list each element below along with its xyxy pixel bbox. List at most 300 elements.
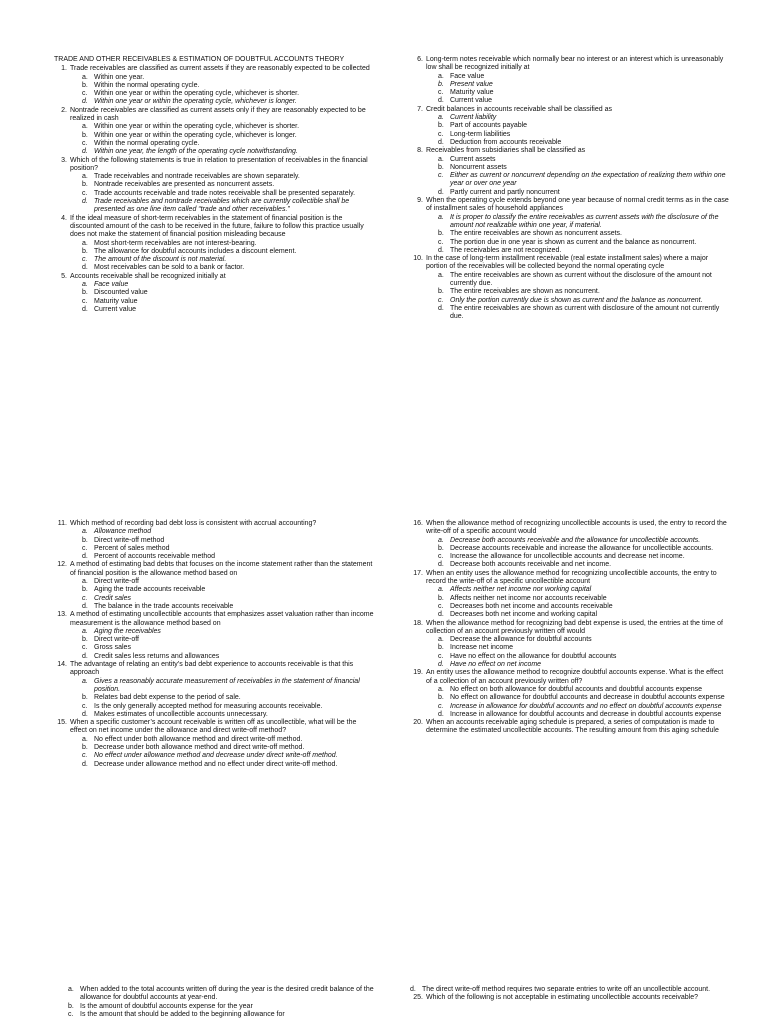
option-letter: a. bbox=[438, 213, 444, 221]
question-16 bbox=[410, 520, 730, 570]
option-list bbox=[424, 537, 730, 570]
option-letter: a. bbox=[438, 685, 444, 693]
option-c bbox=[68, 298, 374, 306]
option-a bbox=[424, 636, 730, 644]
option-text: Within one year, the length of the operating cycle notwithstanding. bbox=[94, 148, 298, 156]
option-b bbox=[68, 248, 374, 256]
option-text: No effect on allowance for doubtful accounts and decrease in doubtful accounts expense bbox=[450, 694, 725, 702]
question-text: Accounts receivable shall be recognized initially at bbox=[70, 272, 226, 280]
question-number: 1. bbox=[61, 65, 67, 73]
option-letter: b. bbox=[82, 247, 88, 255]
option-c bbox=[424, 239, 730, 247]
option-letter: a. bbox=[82, 735, 88, 743]
option-a bbox=[424, 537, 730, 545]
column-6 bbox=[410, 986, 730, 1003]
option-text: Credit sales less returns and allowances bbox=[94, 652, 220, 660]
option-list bbox=[424, 114, 730, 147]
option-d bbox=[68, 198, 374, 215]
option-letter: d. bbox=[82, 98, 88, 106]
question-text: Which method of recording bad debt loss is consistent with accrual accounting? bbox=[70, 520, 317, 527]
option-d bbox=[424, 305, 730, 322]
question-number: 3. bbox=[61, 156, 67, 164]
option-letter: a. bbox=[82, 173, 88, 181]
option-d bbox=[424, 247, 730, 255]
question-number: 19. bbox=[413, 669, 423, 677]
column-3 bbox=[54, 520, 374, 769]
option-letter: c. bbox=[82, 644, 88, 652]
option-b bbox=[424, 164, 730, 172]
option-list bbox=[68, 736, 374, 769]
option-letter: c. bbox=[438, 602, 444, 610]
option-text: Within one year. bbox=[94, 73, 145, 81]
question-number: 14. bbox=[57, 661, 67, 669]
option-text: Deduction from accounts receivable bbox=[450, 138, 562, 146]
option-d bbox=[68, 98, 374, 106]
option-c bbox=[68, 140, 374, 148]
option-text: The portion due in one year is shown as current and the balance as noncurrent. bbox=[450, 238, 697, 246]
option-b bbox=[68, 289, 374, 297]
option-text: Within one year or within the operating cycle, whichever is shorter. bbox=[94, 123, 300, 131]
option-c bbox=[424, 131, 730, 139]
question-text: In the case of long-term installment receivable (real estate installment sales) where a major portion of the receivables will be collected beyond the normal operating cycle bbox=[426, 255, 709, 271]
option-letter: b. bbox=[438, 288, 444, 296]
option-text: No effect on both allowance for doubtful accounts and doubtful accounts expense bbox=[450, 685, 703, 693]
option-list bbox=[68, 678, 374, 719]
option-text: Gross sales bbox=[94, 644, 131, 652]
option-a bbox=[68, 678, 374, 695]
option-c bbox=[424, 553, 730, 561]
option-d bbox=[68, 653, 374, 661]
column-2 bbox=[410, 56, 730, 322]
option-text: No effect under both allowance method and direct write-off method. bbox=[94, 735, 303, 743]
option-list bbox=[68, 281, 374, 314]
option-list bbox=[68, 240, 374, 273]
option-letter: c. bbox=[82, 256, 88, 264]
question-number: 16. bbox=[413, 520, 423, 527]
option-text: Current liability bbox=[450, 114, 497, 122]
question-text: Credit balances in accounts receivable shall be classified as bbox=[426, 105, 612, 113]
option-text: Credit sales bbox=[94, 594, 131, 602]
option-d bbox=[68, 761, 374, 769]
option-text: The amount of the discount is not material. bbox=[94, 256, 227, 264]
option-a bbox=[68, 736, 374, 744]
option-b bbox=[68, 181, 374, 189]
option-a bbox=[68, 281, 374, 289]
question-text: Which of the following is not acceptable in estimating uncollectible accounts receivable? bbox=[426, 994, 698, 1002]
option-d bbox=[68, 306, 374, 314]
option-text: Current assets bbox=[450, 155, 496, 163]
option-text: Affects neither net income nor accounts receivable bbox=[450, 594, 607, 602]
question-text: When a specific customer’s account receivable is written off as uncollectible, what will be the effect on net income under the allowance and direct write-off method? bbox=[70, 719, 357, 735]
option-letter: d. bbox=[438, 188, 444, 196]
option-text: Either as current or noncurrent depending on the expectation of realizing them within one year or over one year bbox=[450, 172, 726, 188]
question-text: A method of estimating uncollectible accounts that emphasizes asset valuation rather than income measurement is the allowance method based on bbox=[70, 611, 374, 627]
question-text: Receivables from subsidiaries shall be classified as bbox=[426, 147, 586, 155]
option-a bbox=[68, 986, 388, 1003]
option-letter: b. bbox=[68, 1002, 74, 1010]
question-number: 4. bbox=[61, 214, 67, 222]
question-number: 6. bbox=[417, 56, 423, 63]
question-text: When the allowance method of recognizing uncollectible accounts is used, the entry to record the write-off of a specific account would bbox=[426, 520, 727, 536]
option-letter: c. bbox=[68, 1010, 74, 1018]
option-list bbox=[424, 214, 730, 255]
option-text: Allowance method bbox=[94, 528, 152, 536]
option-text: Relates bad debt expense to the period of sale. bbox=[94, 694, 241, 702]
option-a bbox=[68, 173, 374, 181]
question-25 bbox=[410, 994, 730, 1002]
option-letter: c. bbox=[438, 652, 444, 660]
option-d bbox=[424, 561, 730, 569]
question-text: A method of estimating bad debts that focuses on the income statement rather than the statement of financial position is the allowance method based on bbox=[70, 561, 373, 577]
option-b bbox=[68, 586, 374, 594]
option-text: Decrease under both allowance method and direct write-off method. bbox=[94, 744, 305, 752]
option-letter: a. bbox=[438, 586, 444, 594]
question-15 bbox=[54, 719, 374, 769]
option-letter: d. bbox=[438, 710, 444, 718]
option-letter: a. bbox=[82, 73, 88, 81]
option-list bbox=[424, 272, 730, 322]
option-b bbox=[424, 595, 730, 603]
option-letter: b. bbox=[82, 81, 88, 89]
option-letter: b. bbox=[438, 644, 444, 652]
option-letter: a. bbox=[438, 155, 444, 163]
option-letter: a. bbox=[82, 677, 88, 685]
option-letter: a. bbox=[82, 281, 88, 289]
option-text: Decrease under allowance method and no effect under direct write-off method. bbox=[94, 760, 338, 768]
option-letter: d. bbox=[410, 986, 416, 993]
question-text: Nontrade receivables are classified as current assets only if they are reasonably expected to be realized in cash bbox=[70, 106, 366, 123]
option-c bbox=[68, 703, 374, 711]
option-letter: a. bbox=[82, 578, 88, 586]
option-d bbox=[424, 189, 730, 197]
option-list bbox=[68, 628, 374, 661]
question-text: When the operating cycle extends beyond one year because of normal credit terms as in the case of installment sales of household appliances bbox=[426, 197, 729, 213]
option-text: The entire receivables are shown as current with disclosure of the amount not currently due. bbox=[450, 304, 720, 321]
option-text: Have no effect on the allowance for doubtful accounts bbox=[450, 652, 617, 660]
question-8 bbox=[410, 147, 730, 197]
option-letter: d. bbox=[438, 661, 444, 669]
option-letter: c. bbox=[438, 702, 444, 710]
option-b bbox=[68, 636, 374, 644]
question-number: 8. bbox=[417, 147, 423, 155]
option-c bbox=[424, 653, 730, 661]
option-letter: c. bbox=[438, 172, 444, 180]
option-b bbox=[424, 644, 730, 652]
question-text: When an entity uses the allowance method for recognizing uncollectible accounts, the entry to record the write-off of a specific uncollectible account bbox=[426, 569, 717, 586]
option-d bbox=[424, 661, 730, 669]
option-b bbox=[68, 744, 374, 752]
question-19 bbox=[410, 669, 730, 719]
option-letter: c. bbox=[438, 296, 444, 304]
question-number: 9. bbox=[417, 197, 423, 205]
option-a bbox=[424, 586, 730, 594]
question-12 bbox=[54, 561, 374, 611]
option-c bbox=[424, 603, 730, 611]
question-10 bbox=[410, 255, 730, 321]
option-text: Decrease the allowance for doubtful accounts bbox=[450, 636, 592, 644]
option-letter: b. bbox=[82, 636, 88, 644]
option-a bbox=[68, 578, 374, 586]
option-letter: b. bbox=[438, 230, 444, 238]
option-d bbox=[424, 611, 730, 619]
option-a bbox=[424, 114, 730, 122]
option-a bbox=[68, 628, 374, 636]
option-text: Long-term liabilities bbox=[450, 130, 511, 138]
option-text: Part of accounts payable bbox=[450, 122, 528, 130]
question-number: 7. bbox=[417, 105, 423, 113]
option-letter: a. bbox=[438, 636, 444, 644]
option-text: Within one year or within the operating cycle, whichever is longer. bbox=[94, 98, 297, 106]
option-text: Within one year or within the operating cycle, whichever is longer. bbox=[94, 131, 297, 139]
option-text: Increase the allowance for uncollectible accounts and decrease net income. bbox=[450, 553, 685, 561]
option-c bbox=[68, 644, 374, 652]
option-text: Maturity value bbox=[94, 297, 138, 305]
question-number: 18. bbox=[413, 619, 423, 627]
question-7 bbox=[410, 106, 730, 147]
option-letter: c. bbox=[438, 553, 444, 561]
option-letter: d. bbox=[438, 611, 444, 619]
question-text: An entity uses the allowance method to recognize doubtful accounts expense. What is the effect of a collection of an account previously written off? bbox=[426, 669, 724, 685]
option-c bbox=[424, 703, 730, 711]
option-text: Makes estimates of uncollectible accounts unnecessary. bbox=[94, 710, 268, 718]
option-text: The entire receivables are shown as current without the disclosure of the amount not currently due. bbox=[450, 271, 712, 288]
option-text: Decreases both net income and working capital bbox=[450, 611, 598, 619]
option-letter: a. bbox=[68, 986, 74, 993]
option-text: Face value bbox=[94, 281, 129, 289]
option-text: Increase net income bbox=[450, 644, 514, 652]
option-b bbox=[424, 288, 730, 296]
option-list bbox=[68, 173, 374, 214]
option-text: Percent of sales method bbox=[94, 544, 170, 552]
option-text: Trade receivables and nontrade receivables which are currently collectible shall be presented as one line item called “trade and other receivables.” bbox=[94, 198, 350, 214]
option-letter: c. bbox=[438, 130, 444, 138]
question-18 bbox=[410, 620, 730, 670]
option-text: Maturity value bbox=[450, 89, 494, 97]
option-text: Direct write-off bbox=[94, 636, 139, 644]
option-a bbox=[424, 272, 730, 289]
option-text: Percent of accounts receivable method bbox=[94, 553, 216, 561]
option-letter: b. bbox=[82, 131, 88, 139]
question-3 bbox=[54, 157, 374, 215]
option-a bbox=[68, 240, 374, 248]
option-a bbox=[424, 686, 730, 694]
option-letter: a. bbox=[82, 123, 88, 131]
option-b bbox=[68, 537, 374, 545]
option-letter: a. bbox=[438, 72, 444, 80]
option-letter: b. bbox=[82, 694, 88, 702]
option-letter: c. bbox=[438, 89, 444, 97]
option-list bbox=[424, 73, 730, 106]
question-text: Which of the following statements is true in relation to presentation of receivables in the financial position? bbox=[70, 156, 368, 172]
option-b bbox=[424, 122, 730, 130]
option-text: The entire receivables are shown as noncurrent assets. bbox=[450, 230, 622, 238]
question-number: 5. bbox=[61, 272, 67, 280]
question-2 bbox=[54, 107, 374, 157]
option-c bbox=[68, 1011, 388, 1019]
option-text: Is the only generally accepted method for measuring accounts receivable. bbox=[94, 702, 323, 710]
option-list bbox=[424, 686, 730, 719]
option-letter: b. bbox=[438, 80, 444, 88]
question-text: Long-term notes receivable which normally bear no interest or an interest which is unreasonably low shall be recognized initially at bbox=[426, 56, 724, 72]
option-c bbox=[68, 256, 374, 264]
option-text: Decrease both accounts receivable and the allowance for uncollectible accounts. bbox=[450, 536, 701, 544]
option-letter: d. bbox=[438, 246, 444, 254]
question-11 bbox=[54, 520, 374, 561]
question-number: 13. bbox=[57, 611, 67, 619]
question-number: 12. bbox=[57, 561, 67, 569]
option-text: Trade receivables and nontrade receivables are shown separately. bbox=[94, 173, 300, 181]
option-b bbox=[68, 1003, 388, 1011]
question-number: 20. bbox=[413, 719, 423, 727]
option-letter: b. bbox=[82, 744, 88, 752]
option-text: Most receivables can be sold to a bank or factor. bbox=[94, 264, 245, 272]
option-c bbox=[424, 172, 730, 189]
option-letter: a. bbox=[438, 114, 444, 122]
option-text: The entire receivables are shown as noncurrent. bbox=[450, 288, 600, 296]
option-a bbox=[68, 123, 374, 131]
option-letter: d. bbox=[438, 97, 444, 105]
option-letter: d. bbox=[82, 553, 88, 561]
option-letter: d. bbox=[82, 305, 88, 313]
option-b bbox=[424, 230, 730, 238]
option-text: Within the normal operating cycle. bbox=[94, 139, 200, 147]
option-list bbox=[424, 636, 730, 669]
option-letter: c. bbox=[82, 544, 88, 552]
option-text: Decrease accounts receivable and increase the allowance for uncollectible accounts. bbox=[450, 544, 714, 552]
column-5 bbox=[68, 986, 388, 1019]
option-text: Face value bbox=[450, 72, 485, 80]
option-text: Current value bbox=[450, 97, 493, 105]
option-list bbox=[424, 156, 730, 197]
option-letter: d. bbox=[82, 264, 88, 272]
option-list bbox=[68, 528, 374, 561]
question-4 bbox=[54, 215, 374, 273]
option-letter: d. bbox=[438, 138, 444, 146]
option-text: Within the normal operating cycle. bbox=[94, 81, 200, 89]
option-b bbox=[424, 81, 730, 89]
option-letter: a. bbox=[82, 239, 88, 247]
option-d bbox=[410, 986, 730, 994]
question-number: 10. bbox=[413, 255, 423, 263]
question-20 bbox=[410, 719, 730, 736]
option-letter: d. bbox=[438, 561, 444, 569]
option-letter: d. bbox=[82, 148, 88, 156]
question-number: 15. bbox=[57, 719, 67, 727]
option-text: The allowance for doubtful accounts includes a discount element. bbox=[94, 247, 297, 255]
option-c bbox=[68, 90, 374, 98]
column-1 bbox=[54, 56, 374, 314]
option-d bbox=[68, 148, 374, 156]
option-text: Decrease both accounts receivable and net income. bbox=[450, 561, 612, 569]
document-title: TRADE AND OTHER RECEIVABLES & ESTIMATION OF DOUBTFUL ACCOUNTS THEORY bbox=[54, 56, 345, 63]
option-c bbox=[68, 545, 374, 553]
option-letter: d. bbox=[82, 710, 88, 718]
option-c bbox=[68, 752, 374, 760]
question-17 bbox=[410, 570, 730, 620]
option-text: Within one year or within the operating cycle, whichever is shorter. bbox=[94, 90, 300, 98]
option-text: Present value bbox=[450, 80, 493, 88]
option-d bbox=[424, 139, 730, 147]
option-text: Partly current and partly noncurrent bbox=[450, 188, 560, 196]
option-d bbox=[68, 264, 374, 272]
option-letter: c. bbox=[82, 297, 88, 305]
option-text: Is the amount that should be added to the beginning allowance for bbox=[80, 1010, 285, 1018]
option-text: Affects neither net income nor working capital bbox=[450, 586, 592, 594]
option-letter: b. bbox=[82, 181, 88, 189]
question-text: When an accounts receivable aging schedule is prepared, a series of computation is made to determine the estimated uncollectible accounts. The resulting amount from this aging schedule bbox=[426, 719, 719, 735]
option-text: Noncurrent assets bbox=[450, 163, 507, 171]
option-list bbox=[424, 586, 730, 619]
option-text: Gives a reasonably accurate measurement of receivables in the statement of financial position. bbox=[94, 677, 360, 693]
option-d bbox=[424, 711, 730, 719]
option-d bbox=[68, 553, 374, 561]
question-number: 11. bbox=[57, 520, 67, 527]
question-14 bbox=[54, 661, 374, 719]
option-b bbox=[424, 545, 730, 553]
option-list bbox=[68, 578, 374, 611]
option-b bbox=[68, 132, 374, 140]
option-letter: b. bbox=[438, 544, 444, 552]
option-text: It is proper to classify the entire receivables as current assets with the disclosure of the amount not realizable within one year, if material. bbox=[450, 213, 719, 229]
option-c bbox=[424, 297, 730, 305]
question-number: 17. bbox=[413, 569, 423, 577]
option-letter: c. bbox=[438, 238, 444, 246]
option-letter: b. bbox=[438, 122, 444, 130]
option-list bbox=[68, 74, 374, 107]
option-letter: d. bbox=[82, 760, 88, 768]
option-text: Direct write-off bbox=[94, 578, 139, 586]
question-text: The advantage of relating an entity’s bad debt experience to accounts receivable is that this approach bbox=[70, 661, 354, 677]
option-d bbox=[68, 603, 374, 611]
question-text: When the allowance method for recognizing bad debt expense is used, the entries at the time of collection of an account previously written off would bbox=[426, 619, 723, 635]
option-text: Most short-term receivables are not interest-bearing. bbox=[94, 239, 257, 247]
option-text: Discounted value bbox=[94, 289, 148, 297]
option-letter: d. bbox=[82, 652, 88, 660]
option-list bbox=[68, 123, 374, 156]
option-letter: a. bbox=[438, 536, 444, 544]
option-text: When added to the total accounts written off during the year is the desired credit balance of the allowance for doubtful accounts at year-end. bbox=[80, 986, 374, 1002]
option-letter: a. bbox=[82, 528, 88, 536]
option-letter: b. bbox=[82, 586, 88, 594]
option-letter: d. bbox=[82, 198, 88, 206]
option-letter: b. bbox=[438, 163, 444, 171]
option-letter: b. bbox=[82, 289, 88, 297]
option-c bbox=[424, 89, 730, 97]
option-text: Increase in allowance for doubtful accounts and no effect on doubtful accounts expense bbox=[450, 702, 722, 710]
option-a bbox=[424, 73, 730, 81]
option-text: Aging the trade accounts receivable bbox=[94, 586, 206, 594]
option-letter: d. bbox=[82, 602, 88, 610]
option-text: The receivables are not recognized. bbox=[450, 246, 562, 254]
option-text: Trade accounts receivable and trade notes receivable shall be presented separately. bbox=[94, 189, 356, 197]
option-b bbox=[424, 694, 730, 702]
option-a bbox=[68, 74, 374, 82]
column-4 bbox=[410, 520, 730, 736]
option-letter: a. bbox=[82, 627, 88, 635]
question-text: Trade receivables are classified as current assets if they are reasonably expected to be collected bbox=[70, 65, 370, 73]
option-letter: c. bbox=[82, 594, 88, 602]
option-letter: c. bbox=[82, 90, 88, 98]
question-text: If the ideal measure of short-term receivables in the statement of financial position is the discounted amount of the cash to be received in the future, failure to follow this practice usually does not make the statement of financial position misleading because bbox=[70, 214, 364, 239]
option-a bbox=[424, 214, 730, 231]
option-a bbox=[424, 156, 730, 164]
option-letter: a. bbox=[438, 271, 444, 279]
option-letter: c. bbox=[82, 189, 88, 197]
question-number: 25. bbox=[413, 994, 423, 1002]
option-text: Decreases both net income and accounts receivable bbox=[450, 602, 613, 610]
option-text: Nontrade receivables are presented as noncurrent assets. bbox=[94, 181, 275, 189]
option-letter: c. bbox=[82, 702, 88, 710]
